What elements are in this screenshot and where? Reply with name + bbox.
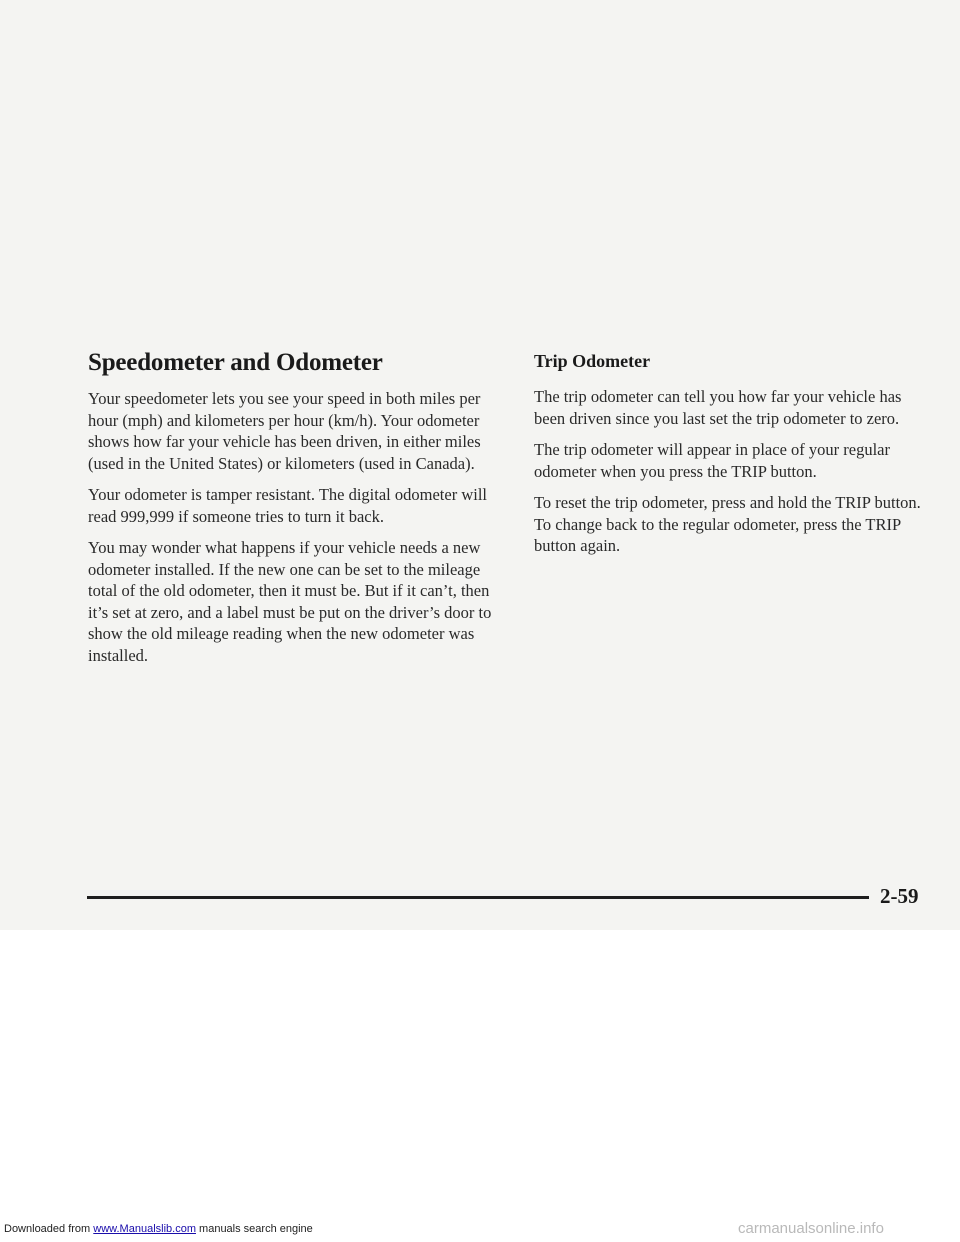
watermark: carmanualsonline.info xyxy=(738,1220,884,1237)
paragraph-trip-display: The trip odometer will appear in place of your regular odometer when you press the TRIP button. xyxy=(534,440,890,481)
paragraph-tamper-resistant: Your odometer is tamper resistant. The digital odometer will read 999,999 if someone tries to turn it back. xyxy=(88,485,487,526)
manualslib-link[interactable]: www.Manualslib.com xyxy=(93,1223,196,1235)
section-heading-trip-odometer: Trip Odometer xyxy=(534,351,651,371)
download-banner xyxy=(4,1222,313,1236)
left-column-body xyxy=(88,388,498,666)
paragraph-trip-distance: The trip odometer can tell you how far your vehicle has been driven since you last set the trip odometer to zero. xyxy=(534,387,902,428)
left-column xyxy=(88,348,498,676)
right-column xyxy=(534,348,934,567)
download-banner-prefix: Downloaded from xyxy=(4,1223,94,1235)
section-heading-speedometer: Speedometer and Odometer xyxy=(88,349,383,376)
paragraph-new-odometer: You may wonder what happens if your vehicle needs a new odometer installed. If the new one can be set to the mileage total of the old odometer, then it must be. But if it can’t, then it’s set at zero, and a label must be put on the driver’s door to show the old mileage reading when the new odometer was installed. xyxy=(88,538,492,665)
paragraph-speedometer-units: Your speedometer lets you see your speed in both miles per hour (mph) and kilometers per hour (km/h). Your odometer shows how far your vehicle has been driven, in either miles (used in the United States) or kilometers (used in Canada). xyxy=(88,389,481,473)
paragraph-trip-reset: To reset the trip odometer, press and hold the TRIP button. To change back to the regular odometer, press the TRIP button again. xyxy=(534,493,921,555)
page-number: 2-59 xyxy=(880,884,919,908)
footer-rule xyxy=(87,896,869,899)
download-banner-suffix: manuals search engine xyxy=(195,1223,313,1235)
